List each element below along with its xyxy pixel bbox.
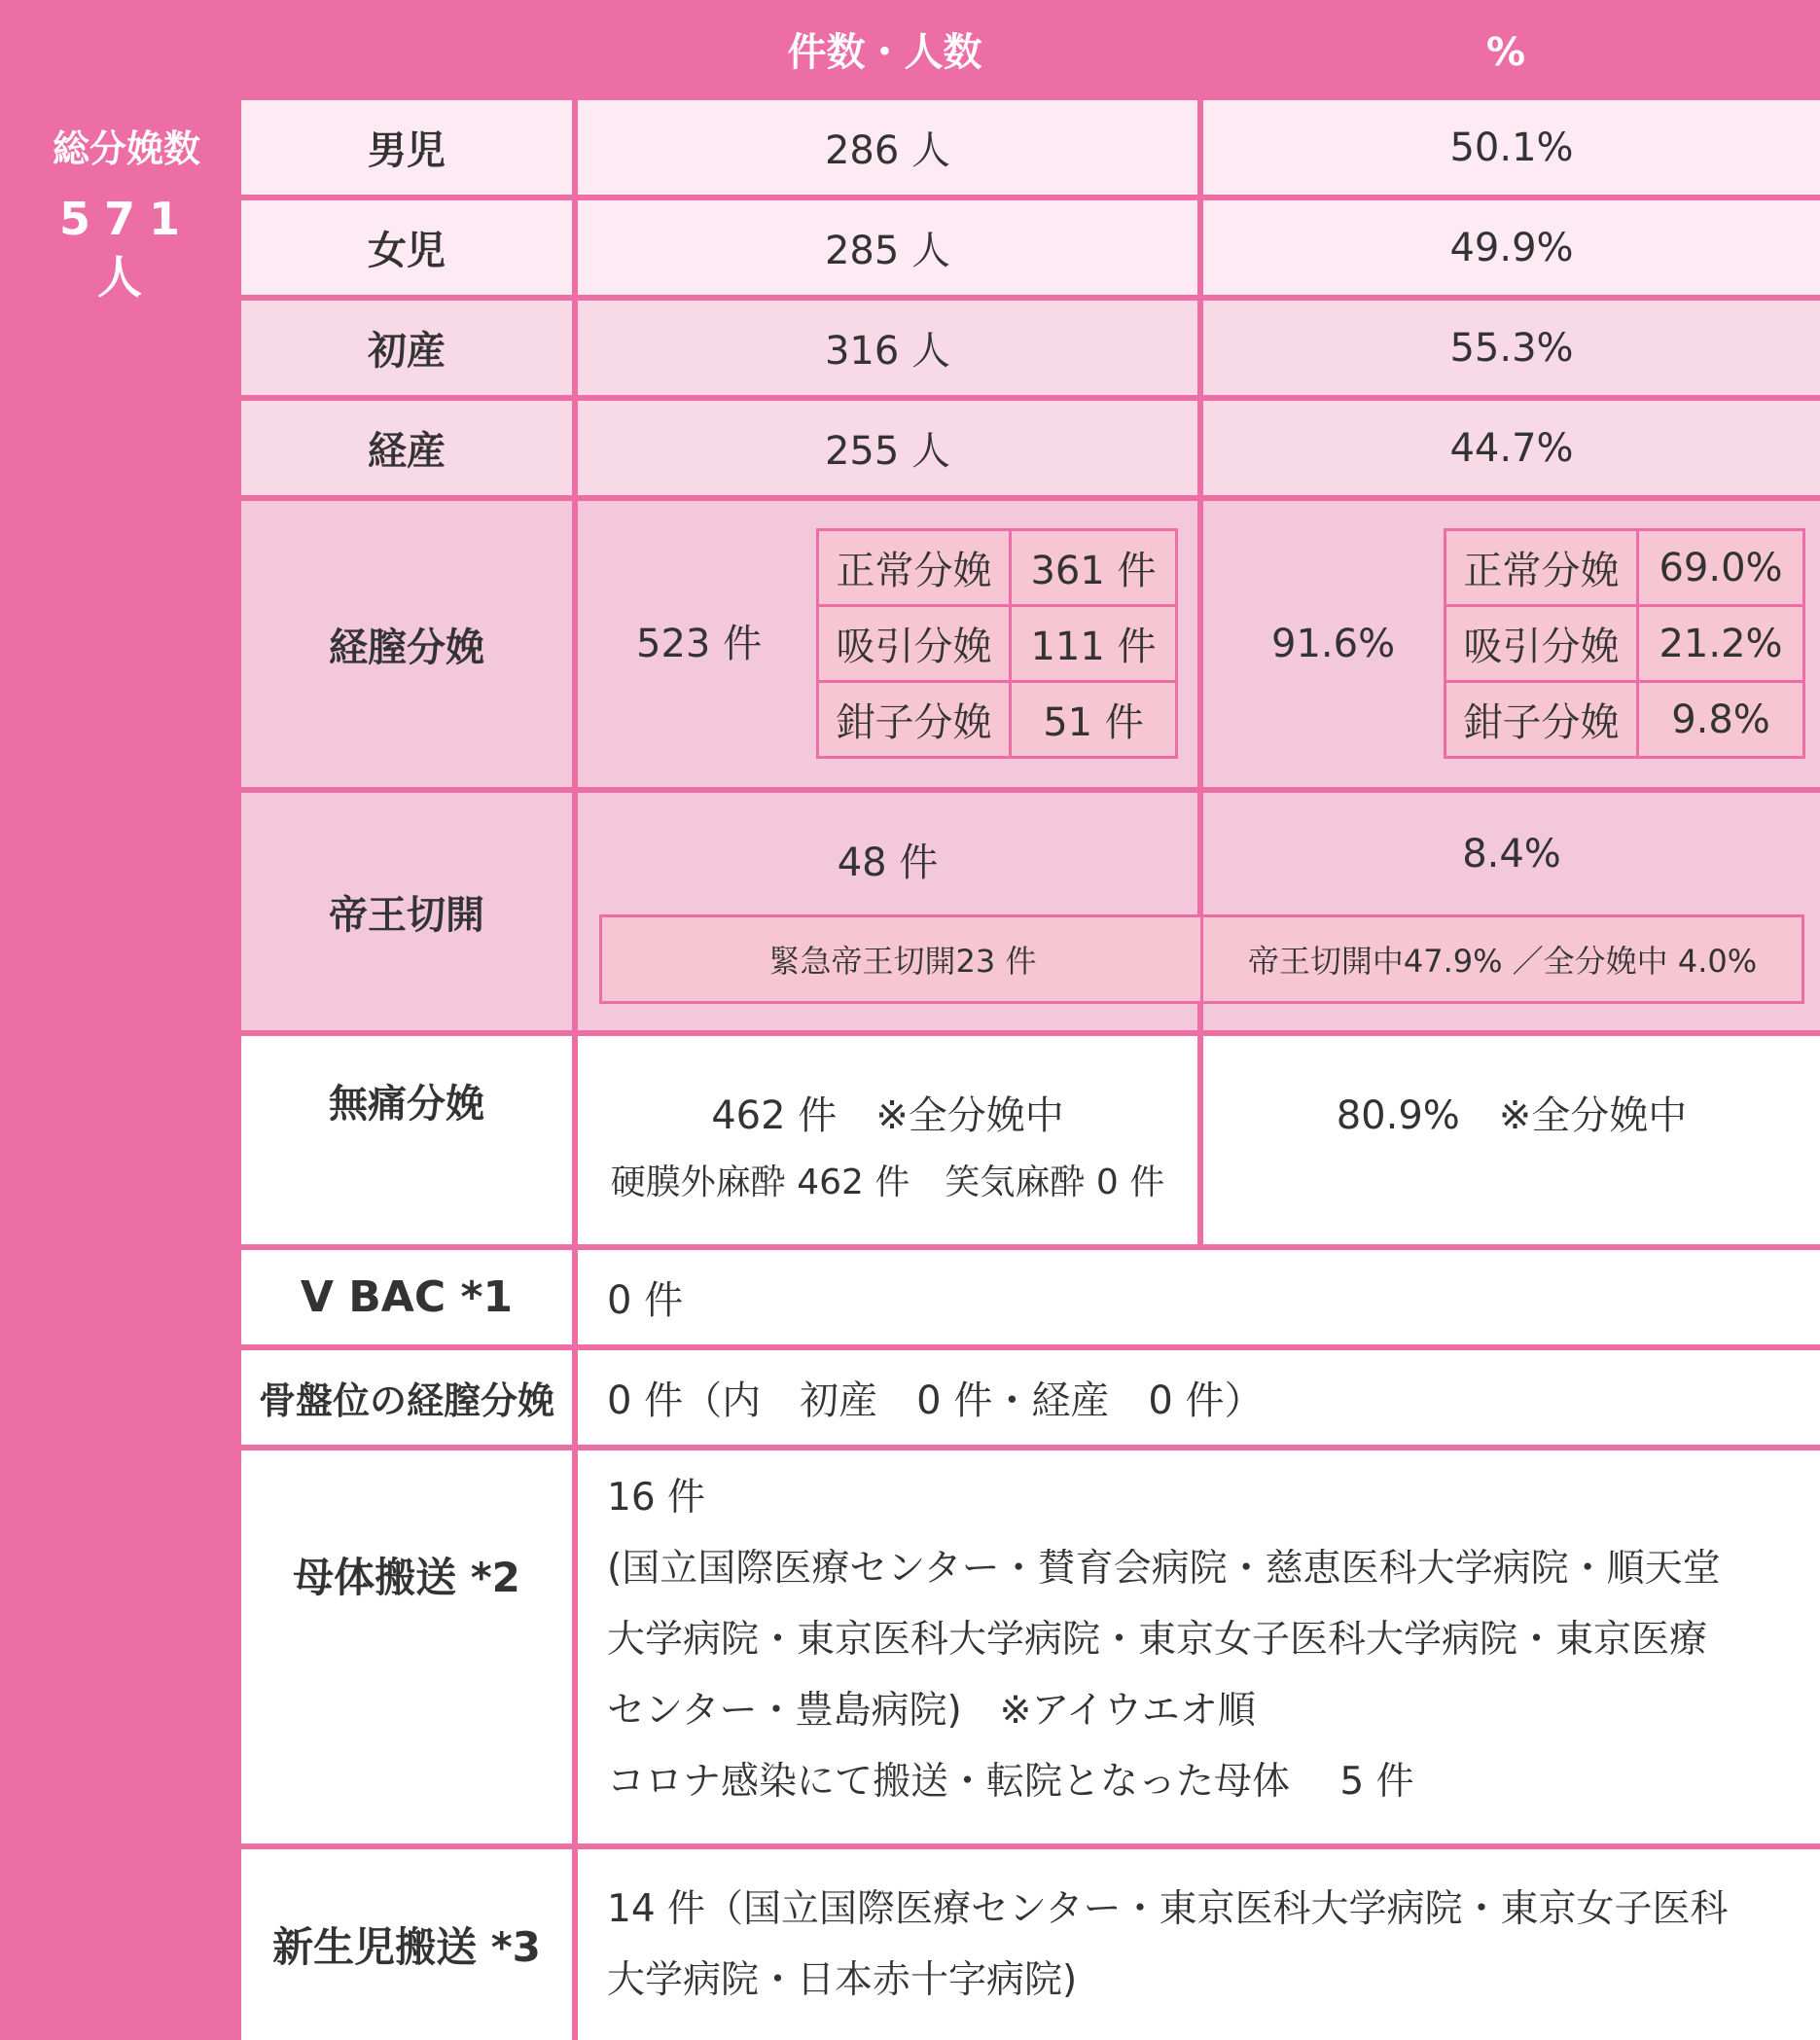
delivery-statistics-table: [241, 100, 1814, 2002]
vaginal-count: 523 件: [636, 622, 763, 666]
row-label-girls: 女児: [241, 200, 572, 295]
vaginal-count-cell: [578, 501, 1197, 787]
row-label-maternal-transport: 母体搬送 *2: [241, 1450, 572, 1843]
maternal-transport-line: 大学病院・東京医科大学病院・東京女子医科大学病院・東京医療: [607, 1618, 1708, 1662]
cesarean-percent-cell: [1203, 793, 1820, 1030]
row-label-vbac: V BAC *1: [241, 1250, 572, 1344]
row-label-vaginal-delivery: 経膣分娩: [241, 501, 572, 787]
row-label-primiparous: 初産: [241, 301, 572, 395]
vaginal-percent: 91.6%: [1271, 622, 1396, 666]
girls-count: 285 人: [578, 200, 1197, 295]
breakdown-type: 鉗子分娩: [819, 683, 1009, 756]
painless-count: 462 件 ※全分娩中: [711, 1093, 1064, 1138]
primiparous-percent: 55.3%: [1203, 301, 1820, 395]
girls-percent: 49.9%: [1203, 200, 1820, 295]
vaginal-count-breakdown: [816, 528, 1178, 759]
breakdown-type: 正常分娩: [1446, 531, 1636, 604]
maternal-transport-line: (国立国際医療センター・賛育会病院・慈恵医科大学病院・順天堂: [607, 1547, 1721, 1591]
row-label-boys: 男児: [241, 100, 572, 195]
emergency-cesarean-percent: 帝王切開中47.9% ／全分娩中 4.0%: [1200, 914, 1804, 1004]
boys-percent: 50.1%: [1203, 100, 1820, 195]
painless-percent: 80.9% ※全分娩中: [1336, 1093, 1688, 1138]
total-births-label: 総分娩数: [52, 127, 200, 170]
cesarean-count-cell: [578, 793, 1197, 1030]
vaginal-percent-cell: [1203, 501, 1820, 787]
row-label-multiparous: 経産: [241, 401, 572, 495]
cesarean-count: 48 件: [837, 841, 939, 885]
row-label-cesarean: 帝王切開: [241, 793, 572, 1030]
maternal-transport-line: 16 件: [607, 1476, 706, 1520]
breakdown-type: 鉗子分娩: [1446, 683, 1636, 756]
breakdown-value: 51 件: [1012, 683, 1175, 756]
multiparous-percent: 44.7%: [1203, 401, 1820, 495]
breech-value: 0 件（内 初産 0 件・経産 0 件）: [578, 1350, 1820, 1445]
maternal-transport-line: コロナ感染にて搬送・転院となった母体 5 件: [607, 1760, 1414, 1804]
vbac-value: 0 件: [578, 1250, 1820, 1344]
breakdown-value: 111 件: [1012, 607, 1175, 680]
breakdown-type: 吸引分娩: [819, 607, 1009, 680]
primiparous-count: 316 人: [578, 301, 1197, 395]
emergency-cesarean-count: 緊急帝王切開23 件: [599, 914, 1206, 1004]
header-percent-label: %: [1485, 30, 1526, 75]
row-label-breech-vaginal: 骨盤位の経膣分娩: [241, 1350, 572, 1445]
neonatal-transport-line: 大学病院・日本赤十字病院): [607, 1958, 1078, 2002]
cesarean-percent: 8.4%: [1462, 832, 1561, 877]
boys-count: 286 人: [578, 100, 1197, 195]
breakdown-value: 69.0%: [1639, 531, 1802, 604]
neonatal-transport-cell: [578, 1849, 1820, 2040]
breakdown-value: 9.8%: [1639, 683, 1802, 756]
total-births-value: 571人: [58, 193, 195, 304]
painless-percent-cell: [1203, 1036, 1820, 1244]
breakdown-value: 21.2%: [1639, 607, 1802, 680]
maternal-transport-cell: [578, 1450, 1820, 1843]
vaginal-percent-breakdown: [1444, 528, 1805, 759]
breakdown-value: 361 件: [1012, 531, 1175, 604]
breakdown-type: 吸引分娩: [1446, 607, 1636, 680]
row-label-painless-delivery: 無痛分娩: [241, 1036, 572, 1244]
breakdown-type: 正常分娩: [819, 531, 1009, 604]
multiparous-count: 255 人: [578, 401, 1197, 495]
painless-count-detail: 硬膜外麻酔 462 件 笑気麻酔 0 件: [610, 1163, 1165, 1202]
maternal-transport-line: センター・豊島病院) ※アイウエオ順: [607, 1689, 1256, 1733]
header-count-label: 件数・人数: [787, 30, 982, 75]
neonatal-transport-line: 14 件（国立国際医療センター・東京医科大学病院・東京女子医科: [607, 1887, 1729, 1931]
painless-count-cell: [578, 1036, 1197, 1244]
row-label-neonatal-transport: 新生児搬送 *3: [241, 1849, 572, 2040]
